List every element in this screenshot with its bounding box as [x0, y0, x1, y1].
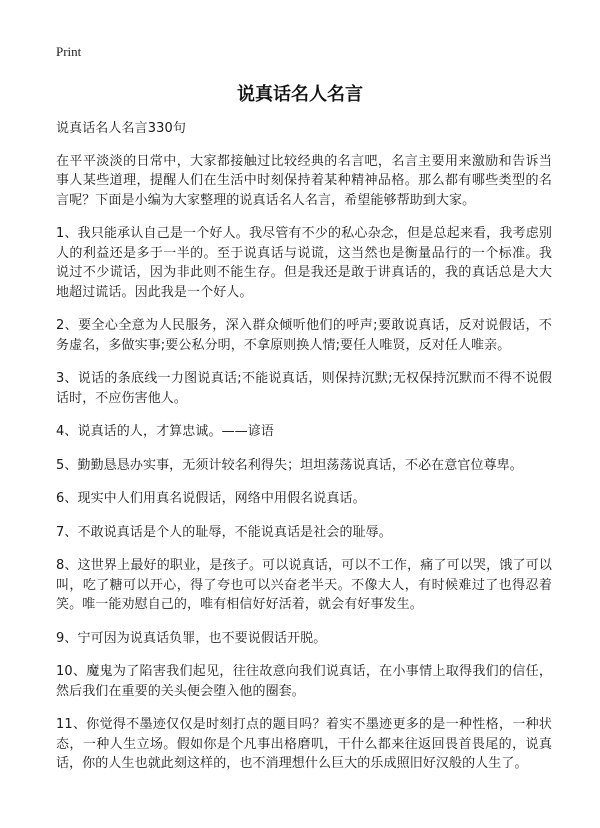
- quote-item: 1、我只能承认自己是一个好人。我尽管有不少的私心杂念，但是总起来看，我考虑别人的利益还是多于一半的。至于说真话与说谎，这当然也是衡量品行的一个标准。我说过不少谎话，因为非此则不能生存。但是我还是敢于讲真话的，我的真话总是大大地超过谎话。因此我是一个好人。: [56, 226, 552, 300]
- article-subtitle: 说真话名人名言330句: [56, 121, 186, 136]
- quote-item: 9、宁可因为说真话负罪，也不要说假话开脱。: [56, 630, 327, 646]
- article-body: [56, 119, 552, 788]
- quote-item: 6、现实中人们用真名说假话，网络中用假名说真话。: [56, 491, 366, 506]
- quote-item: 5、勤勤恳恳办实事，无须计较名利得失；坦坦荡荡说真话，不必在意官位尊卑。: [56, 457, 523, 473]
- quote-item: 3、说话的条底线一力图说真话;不能说真话，则保持沉默;无权保持沉默而不得不说假话时，不应伤害他人。: [56, 371, 552, 406]
- print-link[interactable]: Print: [56, 44, 82, 59]
- quote-item: 8、这世界上最好的职业，是孩子。可以说真话，可以不工作，痛了可以哭，饿了可以叫，吃了糖可以开心，得了夸也可以兴奋老半天。不像大人，有时候难过了也得忍着笑。唯一能劝慰自己的，唯有相信好好活着，就会有好事发生。: [56, 558, 552, 612]
- intro-paragraph: 在平平淡淡的日常中，大家都接触过比较经典的名言吧，名言主要用来激励和告诉当事人某些道理，提醒人们在生活中时刻保持着某种精神品格。那么都有哪些类型的名言呢？下面是小编为大家整理的说真话名人名言，希望能够帮助到大家。: [56, 153, 552, 208]
- quote-item: 10、魔鬼为了陷害我们起见，往往故意向我们说真话，在小事情上取得我们的信任，然后我们在重要的关头便会堕入他的圈套。: [56, 664, 552, 699]
- quote-item: 11、你觉得不墨迹仅仅是时刻打点的题目吗？着实不墨迹更多的是一种性格，一种状态，一种人生立场。假如你是个凡事出格磨叽，干什么都来往返回畏首畏尾的，说真话，你的人生也就此刻这样的，也不消理想什么巨大的乐成照旧好汉般的人生了。: [56, 717, 552, 771]
- quote-item: 2、要全心全意为人民服务，深入群众倾听他们的呼声;要敢说真话，反对说假话，不务虚名，多做实事;要公私分明，不拿原则换人情;要任人唯贤，反对任人唯亲。: [56, 318, 552, 353]
- quote-item: 7、不敢说真话是个人的耻辱，不能说真话是社会的耻辱。: [56, 524, 392, 540]
- page-title: 说真话名人名言: [237, 84, 363, 105]
- quote-item: 4、说真话的人，才算忠诚。——谚语: [56, 424, 274, 439]
